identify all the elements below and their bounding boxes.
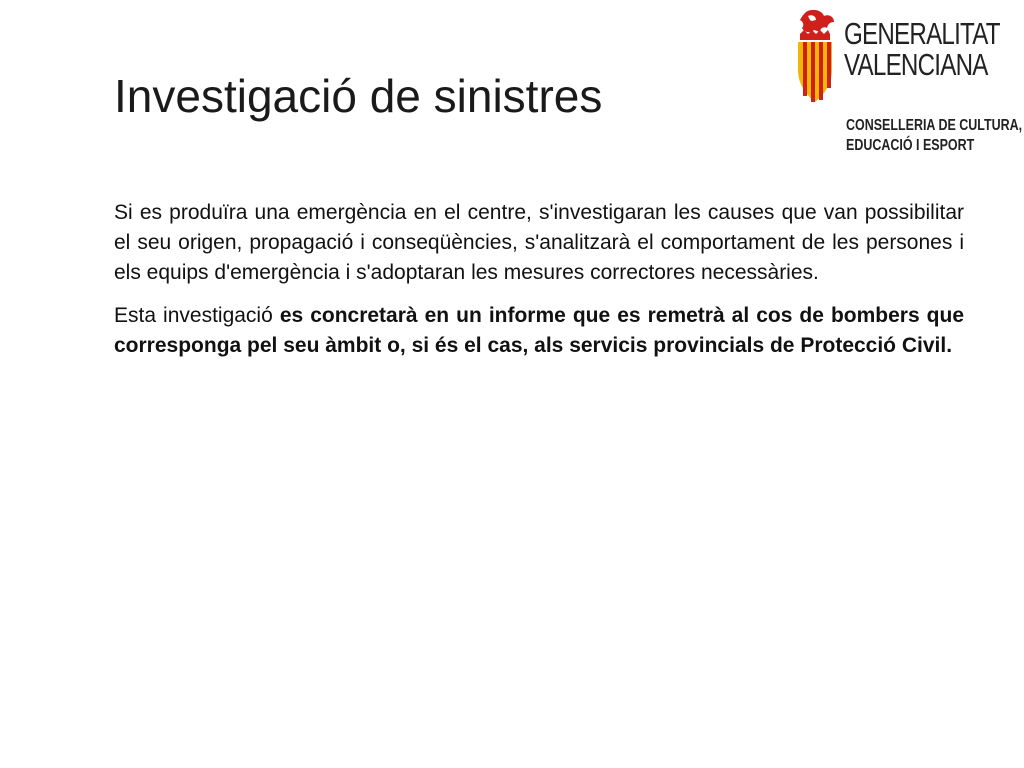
logo-wordmark — [844, 18, 1000, 80]
logo-dept-line-2: EDUCACIÓ I ESPORT — [846, 137, 975, 154]
logo-line-2: VALENCIANA — [844, 47, 988, 82]
logo-dept-line-1: CONSELLERIA DE CULTURA, — [846, 117, 1023, 134]
logo-department — [846, 116, 1022, 156]
paragraph-1: Si es produïra una emergència en el centre, s'investigaran les causes que van possibilitar el seu origen, propagació i conseqüències, s'analitzarà el comportament de les persones i els equips d'emergència i s'adoptaran les mesures correctores necessàries. — [114, 201, 964, 284]
logo-line-1: GENERALITAT — [844, 16, 1000, 51]
paragraph-2-emphasis: es concretarà en un informe que es remetrà al cos de bombers que corresponga pel seu àmbit o, si és el cas, als servicis provincials de Protecció Civil. — [114, 304, 965, 357]
slide-title: Investigació de sinistres — [114, 70, 603, 122]
paragraph-2 — [114, 301, 964, 361]
paragraph-2-lead: Esta investigació — [114, 304, 280, 327]
slide-body — [114, 198, 964, 374]
generalitat-emblem-icon — [794, 8, 838, 104]
generalitat-logo — [794, 8, 1023, 158]
